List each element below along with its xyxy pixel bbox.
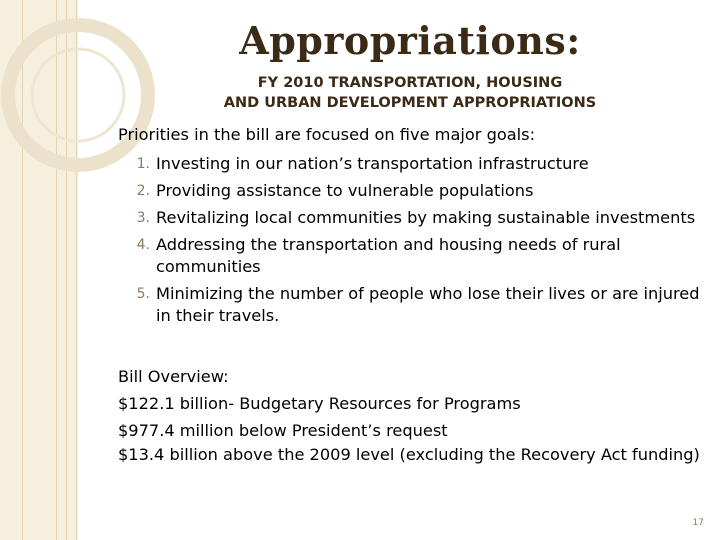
list-item-text: Providing assistance to vulnerable populations <box>156 181 534 200</box>
slide-title: Appropriations: <box>239 18 581 63</box>
list-item <box>118 283 703 327</box>
list-item-text: Addressing the transportation and housing needs of rural communities <box>156 235 621 276</box>
list-item <box>118 153 703 175</box>
list-item-text: Investing in our nation’s transportation infrastructure <box>156 154 589 173</box>
slide-subtitle <box>150 73 670 113</box>
list-number: 3. <box>136 210 150 226</box>
overview-line: $13.4 billion above the 2009 level (excluding the Recovery Act funding) <box>118 445 700 464</box>
list-item <box>118 207 703 229</box>
list-number: 4. <box>136 237 150 253</box>
list-number: 1. <box>136 156 150 172</box>
overview-heading: Bill Overview: <box>118 367 229 386</box>
subtitle-line: AND URBAN DEVELOPMENT APPROPRIATIONS <box>223 95 597 111</box>
bill-overview <box>118 363 703 466</box>
overview-line: $122.1 billion- Budgetary Resources for Programs <box>118 394 521 413</box>
slide-body <box>118 121 703 466</box>
overview-line: $977.4 million below President’s request <box>118 421 448 440</box>
list-item-text: Revitalizing local communities by making sustainable investments <box>156 208 696 227</box>
list-item <box>118 180 703 202</box>
intro-text: Priorities in the bill are focused on five major goals: <box>118 125 536 144</box>
list-number: 2. <box>136 183 150 199</box>
list-number: 5. <box>136 286 150 302</box>
subtitle-line: FY 2010 TRANSPORTATION, HOUSING <box>257 75 563 91</box>
list-item <box>118 234 703 278</box>
list-item-text: Minimizing the number of people who lose their lives or are injured in their travels. <box>156 284 700 325</box>
goals-list <box>118 153 703 327</box>
page-number: 17 <box>692 518 704 528</box>
